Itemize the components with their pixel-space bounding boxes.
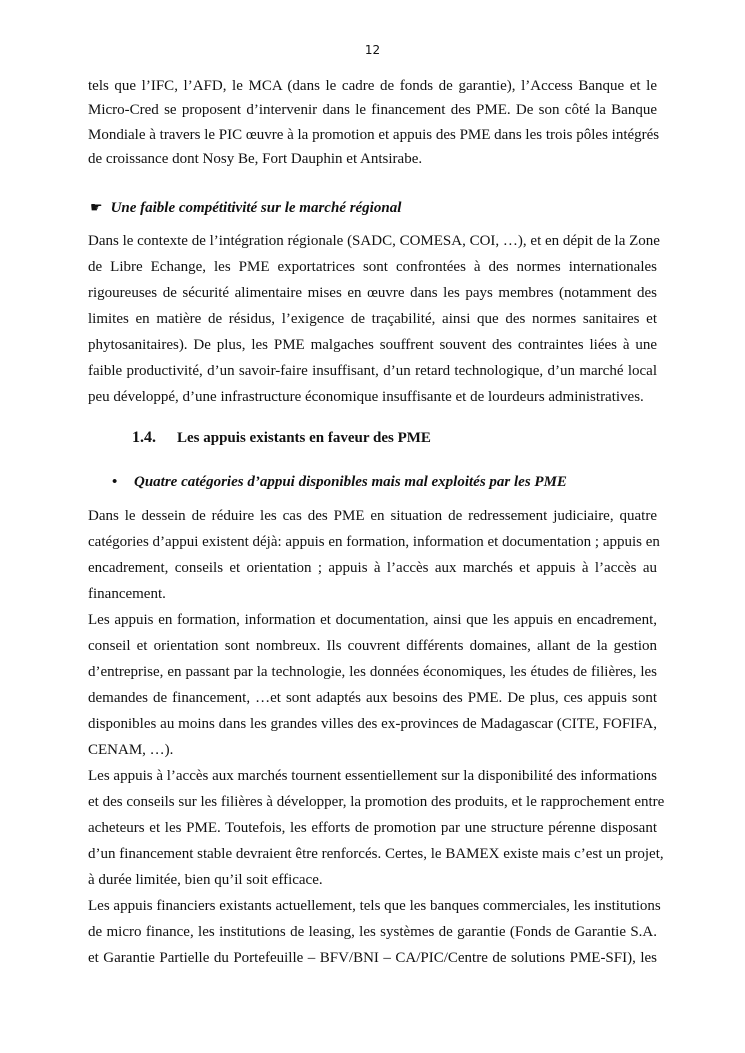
text-line: Les appuis en formation, information et documentation, ainsi que les appuis en encadrement, bbox=[88, 612, 657, 628]
text-line: Dans le dessein de réduire les cas des PME en situation de redressement judiciaire, quatre bbox=[88, 508, 657, 524]
text-line: catégories d’appui existent déjà: appuis en formation, information et documentation ; appuis en bbox=[88, 534, 660, 550]
text-line: financement. bbox=[88, 586, 166, 602]
text-line: de croissance dont Nosy Be, Fort Dauphin et Antsirabe. bbox=[88, 151, 423, 168]
text-line: conseil et orientation sont nombreux. Ils couvrent différents domaines, allant de la gestion bbox=[88, 638, 657, 654]
subheading-text: Une faible compétitivité sur le marché régional bbox=[110, 200, 402, 216]
text-line: Les appuis à l’accès aux marchés tournent essentiellement sur la disponibilité des informations bbox=[88, 768, 658, 784]
text-line: de micro finance, les institutions de leasing, les systèmes de garantie (Fonds de Garantie S.A. bbox=[88, 924, 657, 940]
section-title: Les appuis existants en faveur des PME bbox=[177, 430, 431, 446]
text-line: et des conseils sur les filières à développer, la promotion des produits, et le rapprochement entre bbox=[88, 794, 665, 810]
text-line: et Garantie Partielle du Portefeuille – BFV/BNI – CA/PIC/Centre de solutions PME-SFI), les bbox=[88, 950, 657, 966]
text-line: Dans le contexte de l’intégration régionale (SADC, COMESA, COI, …), et en dépit de la Zone bbox=[88, 233, 660, 249]
text-line: Les appuis financiers existants actuellement, tels que les banques commerciales, les institutions bbox=[88, 898, 661, 914]
text-line: encadrement, conseils et orientation ; appuis à l’accès aux marchés et appuis à l’accès au bbox=[88, 560, 657, 576]
text-line: d’un financement stable devraient être renforcés. Certes, le BAMEX existe mais c’est un projet, bbox=[88, 846, 664, 862]
subheading-four-categories bbox=[112, 472, 567, 492]
pointing-hand-icon: ☛ bbox=[90, 200, 103, 216]
text-line: faible productivité, d’un savoir-faire insuffisant, d’un retard technologique, d’un marché local bbox=[88, 363, 657, 379]
text-line: d’entreprise, en passant par la technologie, les données économiques, les études de filières, les bbox=[88, 664, 657, 680]
text-line: tels que l’IFC, l’AFD, le MCA (dans le cadre de fonds de garantie), l’Access Banque et le bbox=[88, 78, 657, 94]
paragraph-support-categories bbox=[88, 503, 665, 971]
subheading-competitiveness bbox=[90, 198, 401, 218]
text-line: demandes de financement, …et sont adaptés aux besoins des PME. De plus, ces appuis sont bbox=[88, 690, 657, 706]
text-line: peu développé, d’une infrastructure économique insuffisante et de lourdeurs administratives. bbox=[88, 389, 644, 405]
text-line: Micro-Cred se proposent d’intervenir dans le financement des PME. De son côté la Banque bbox=[88, 102, 657, 119]
text-line: à durée limitée, bien qu’il soit efficace. bbox=[88, 872, 323, 888]
text-line: de Libre Echange, les PME exportatrices sont confrontées à des normes internationales bbox=[88, 259, 657, 275]
page-number: 12 bbox=[364, 43, 381, 57]
text-line: limites en matière de résidus, l’exigence de traçabilité, ainsi que des normes sanitaires et bbox=[88, 311, 657, 327]
text-line: Mondiale à travers le PIC œuvre à la promotion et appuis des PME dans les trois pôles intégrés bbox=[88, 126, 660, 143]
paragraph-regional-context bbox=[88, 228, 660, 410]
section-number: 1.4. bbox=[132, 429, 156, 446]
text-line: disponibles au moins dans les grandes villes des ex-provinces de Madagascar (CITE, FOFIFA, bbox=[88, 716, 657, 732]
text-line: phytosanitaires). De plus, les PME malgaches souffrent souvent des contraintes liées à une bbox=[88, 337, 657, 353]
text-line: CENAM, …). bbox=[88, 742, 174, 758]
section-heading bbox=[132, 428, 431, 448]
subheading-text: Quatre catégories d’appui disponibles mais mal exploités par les PME bbox=[134, 474, 567, 490]
paragraph-financing-actors bbox=[88, 74, 660, 172]
bullet-icon: • bbox=[112, 474, 118, 490]
text-line: acheteurs et les PME. Toutefois, les efforts de promotion par une structure pérenne disposant bbox=[88, 820, 657, 836]
text-line: rigoureuses de sécurité alimentaire mises en œuvre dans les pays membres (notamment des bbox=[88, 285, 657, 301]
